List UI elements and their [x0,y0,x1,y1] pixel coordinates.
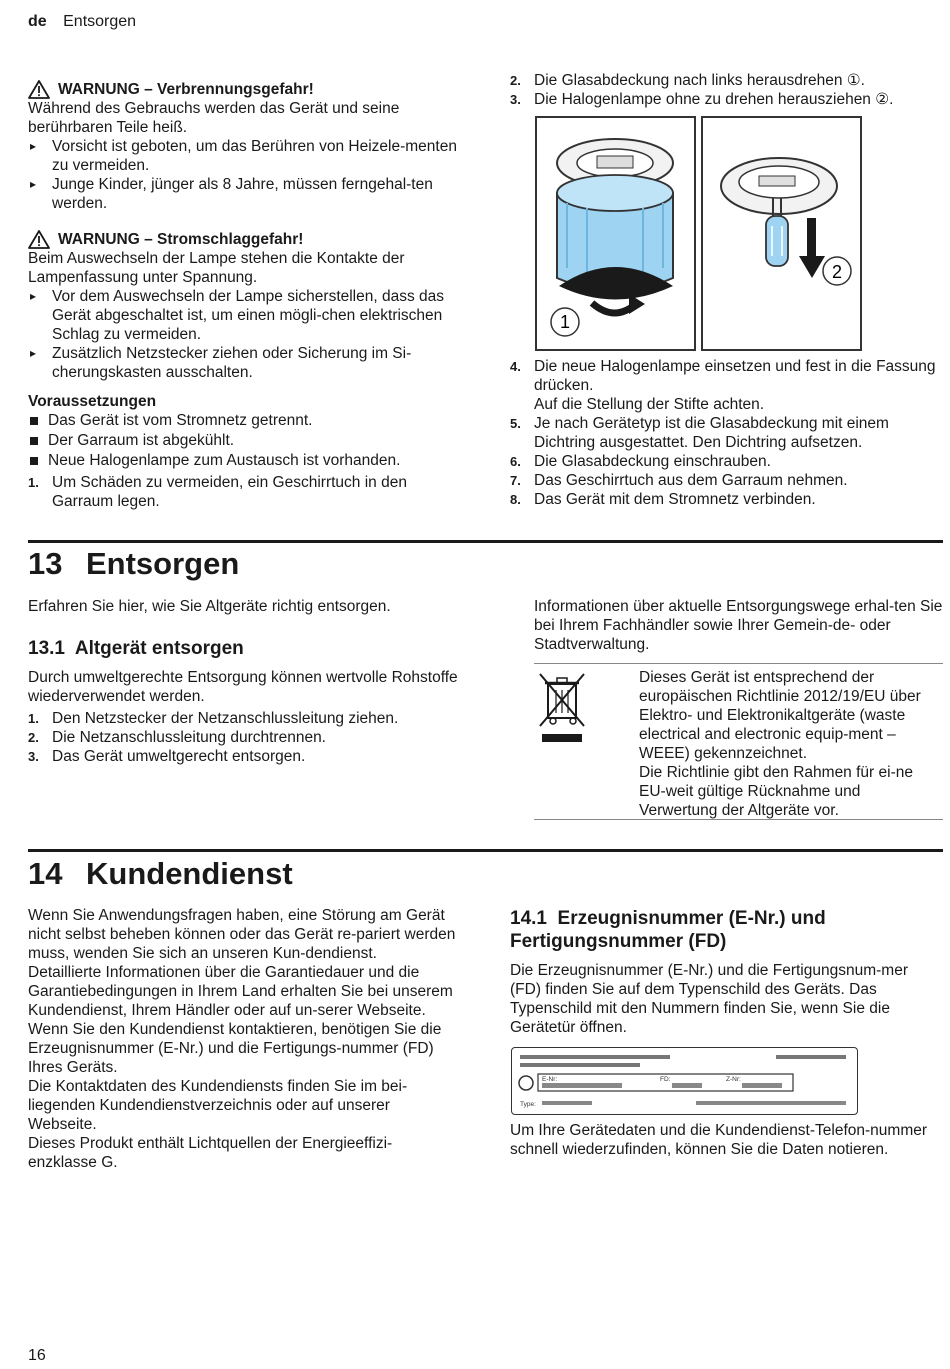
warning-triangle-icon [28,80,50,99]
figure-glass-cover [535,116,696,351]
list-item: ▸ Vor dem Auswechseln der Lampe sicherstellen, dass das Gerät abgeschaltet ist, um einen mögli-chen elektrischen Schlag zu vermeiden. [28,287,466,344]
warning-burn-list [28,137,466,213]
warning-burn [28,80,466,213]
step-item: 3. Das Gerät umweltgerecht entsorgen. [28,748,306,765]
warning-burn-text: Während des Gebrauchs werden das Gerät und seine berührbaren Teile heiß. [28,100,400,136]
prerequisites [28,392,466,511]
step-item: 2. Die Netzanschlussleitung durchtrennen. [28,729,326,746]
step-item: 2. Die Glasabdeckung nach links herausdrehen ①. [510,72,865,89]
warning-shock [28,230,466,382]
list-item: ▸ Junge Kinder, jünger als 8 Jahre, müssen ferngehal-ten werden. [28,175,466,213]
section-14-1-text: Die Erzeugnisnummer (E-Nr.) und die Fertigungsnum-mer (FD) finden Sie auf dem Typenschild des Geräts. Das Typenschild mit den Nummern finden Sie, wenn Sie die Gerätetür öffnen. [510,962,908,1036]
warning-shock-text: Beim Auswechseln der Lampe stehen die Kontakte der Lampenfassung unter Spannung. [28,250,405,286]
section-14-1-after-text: Um Ihre Gerätedaten und die Kundendienst-Telefon-nummer schnell wiederzufinden, können Sie die Daten notieren. [510,1122,928,1158]
plate-znr-label: Z-Nr: [726,1076,741,1083]
section-divider [28,540,943,543]
rating-plate [511,1047,858,1115]
weee-text: Dieses Gerät ist entsprechend der europäischen Richtlinie 2012/19/EU über Elektro- und Elektronikaltgeräte (waste electrical and electronic equip-ment – WEEE) gekennzeichnet. Die Richtlinie gibt den Rahmen für ei-ne EU-weit gültige Rücknahme und Verwertung der Altgeräte vor. [639,669,921,819]
crossed-bin-icon [536,670,588,742]
section-14-heading: 14 Kundendienst [28,856,293,891]
page-header [28,12,136,31]
prerequisites-title: Voraussetzungen [28,393,157,410]
glass-cover-illustration [537,118,694,349]
steps-left [28,473,466,511]
warning-burn-title: WARNUNG – Verbrennungsgefahr! [28,80,466,99]
plate-enr-label: E-Nr: [542,1076,558,1083]
list-item: Neue Halogenlampe zum Austausch ist vorhanden. [28,451,466,470]
step-item: 1. Um Schäden zu vermeiden, ein Geschirrtuch in den Garraum legen. [28,474,407,510]
section-13-1-heading: 13.1 Altgerät entsorgen [28,638,244,659]
header-section: Entsorgen [63,13,137,30]
section-13-steps [28,709,468,766]
halogen-lamp-illustration [703,118,860,349]
figure-label-1: 1 [559,312,571,332]
step-item: 7. Das Geschirrtuch aus dem Garraum nehmen. [510,472,848,489]
step-item: 5. Je nach Gerätetyp ist die Glasabdeckung mit einem Dichtring ausgestattet. Den Dichtring aufsetzen. [510,415,889,451]
section-14-1-heading: 14.1 Erzeugnisnummer (E-Nr.) und Fertigungsnummer (FD) [510,908,826,952]
plate-fd-label: FD: [660,1076,671,1083]
list-item: ▸ Zusätzlich Netzstecker ziehen oder Sicherung im Si-cherungskasten ausschalten. [28,344,466,382]
list-item: Der Garraum ist abgekühlt. [28,431,466,450]
step-item: 1. Den Netzstecker der Netzanschlussleitung ziehen. [28,710,399,727]
list-item: Das Gerät ist vom Stromnetz getrennt. [28,411,466,430]
figure-label-2: 2 [831,262,843,282]
weee-table [534,663,943,820]
step-item: 3. Die Halogenlampe ohne zu drehen herausziehen ②. [510,91,894,108]
page-number: 16 [28,1347,46,1364]
section-divider [28,849,943,852]
section-13-heading: 13 Entsorgen [28,546,240,581]
steps-right-bottom [510,357,943,509]
warning-triangle-icon [28,230,50,249]
step-item: 8. Das Gerät mit dem Stromnetz verbinden. [510,491,816,508]
step-item: 6. Die Glasabdeckung einschrauben. [510,453,771,470]
section-13-intro: Erfahren Sie hier, wie Sie Altgeräte richtig entsorgen. [28,598,391,615]
plate-type-label: Type: [520,1101,536,1108]
disposal-info-text: Informationen über aktuelle Entsorgungswege erhal-ten Sie bei Ihrem Fachhändler sowie Ihrer Gemein-de- oder Stadtverwaltung. [534,598,943,653]
step-result: Auf die Stellung der Stifte achten. [534,396,765,413]
warning-shock-list [28,287,466,382]
rating-plate-illustration [512,1048,857,1114]
figure-halogen-lamp [701,116,862,351]
step-item: 4. Die neue Halogenlampe einsetzen und fest in die Fassung drücken. [510,358,936,394]
list-item: ▸ Vorsicht ist geboten, um das Berühren von Heizele-menten zu vermeiden. [28,137,466,175]
warning-shock-title: WARNUNG – Stromschlaggefahr! [28,230,466,249]
prerequisites-list [28,411,466,470]
section-14-body: Wenn Sie Anwendungsfragen haben, eine Störung am Gerät nicht selbst beheben können oder das Gerät re-pariert werden muss, wenden Sie sich an unseren Kun-dendienst. Detaillierte Informationen über die Garantiedauer und die Garantiebedingungen in Ihrem Land erhalten Sie bei unserem Kundendienst, Ihrem Händler oder auf un-serer Webseite. Wenn Sie den Kundendienst kontaktieren, benötigen Sie die Erzeugnisnummer (E-Nr.) und die Fertigungs-nummer (FD) Ihres Geräts. Die Kontaktdaten des Kundendiensts finden Sie im bei-liegenden Kundendienstverzeichnis oder auf unserer Webseite. Dieses Produkt enthält Lichtquellen der Energieeffizi-enzklasse G. [28,907,456,1171]
language-code: de [28,13,47,30]
section-13-1-text: Durch umweltgerechte Entsorgung können wertvolle Rohstoffe wiederverwendet werden. [28,669,458,705]
steps-right-top [510,71,943,109]
